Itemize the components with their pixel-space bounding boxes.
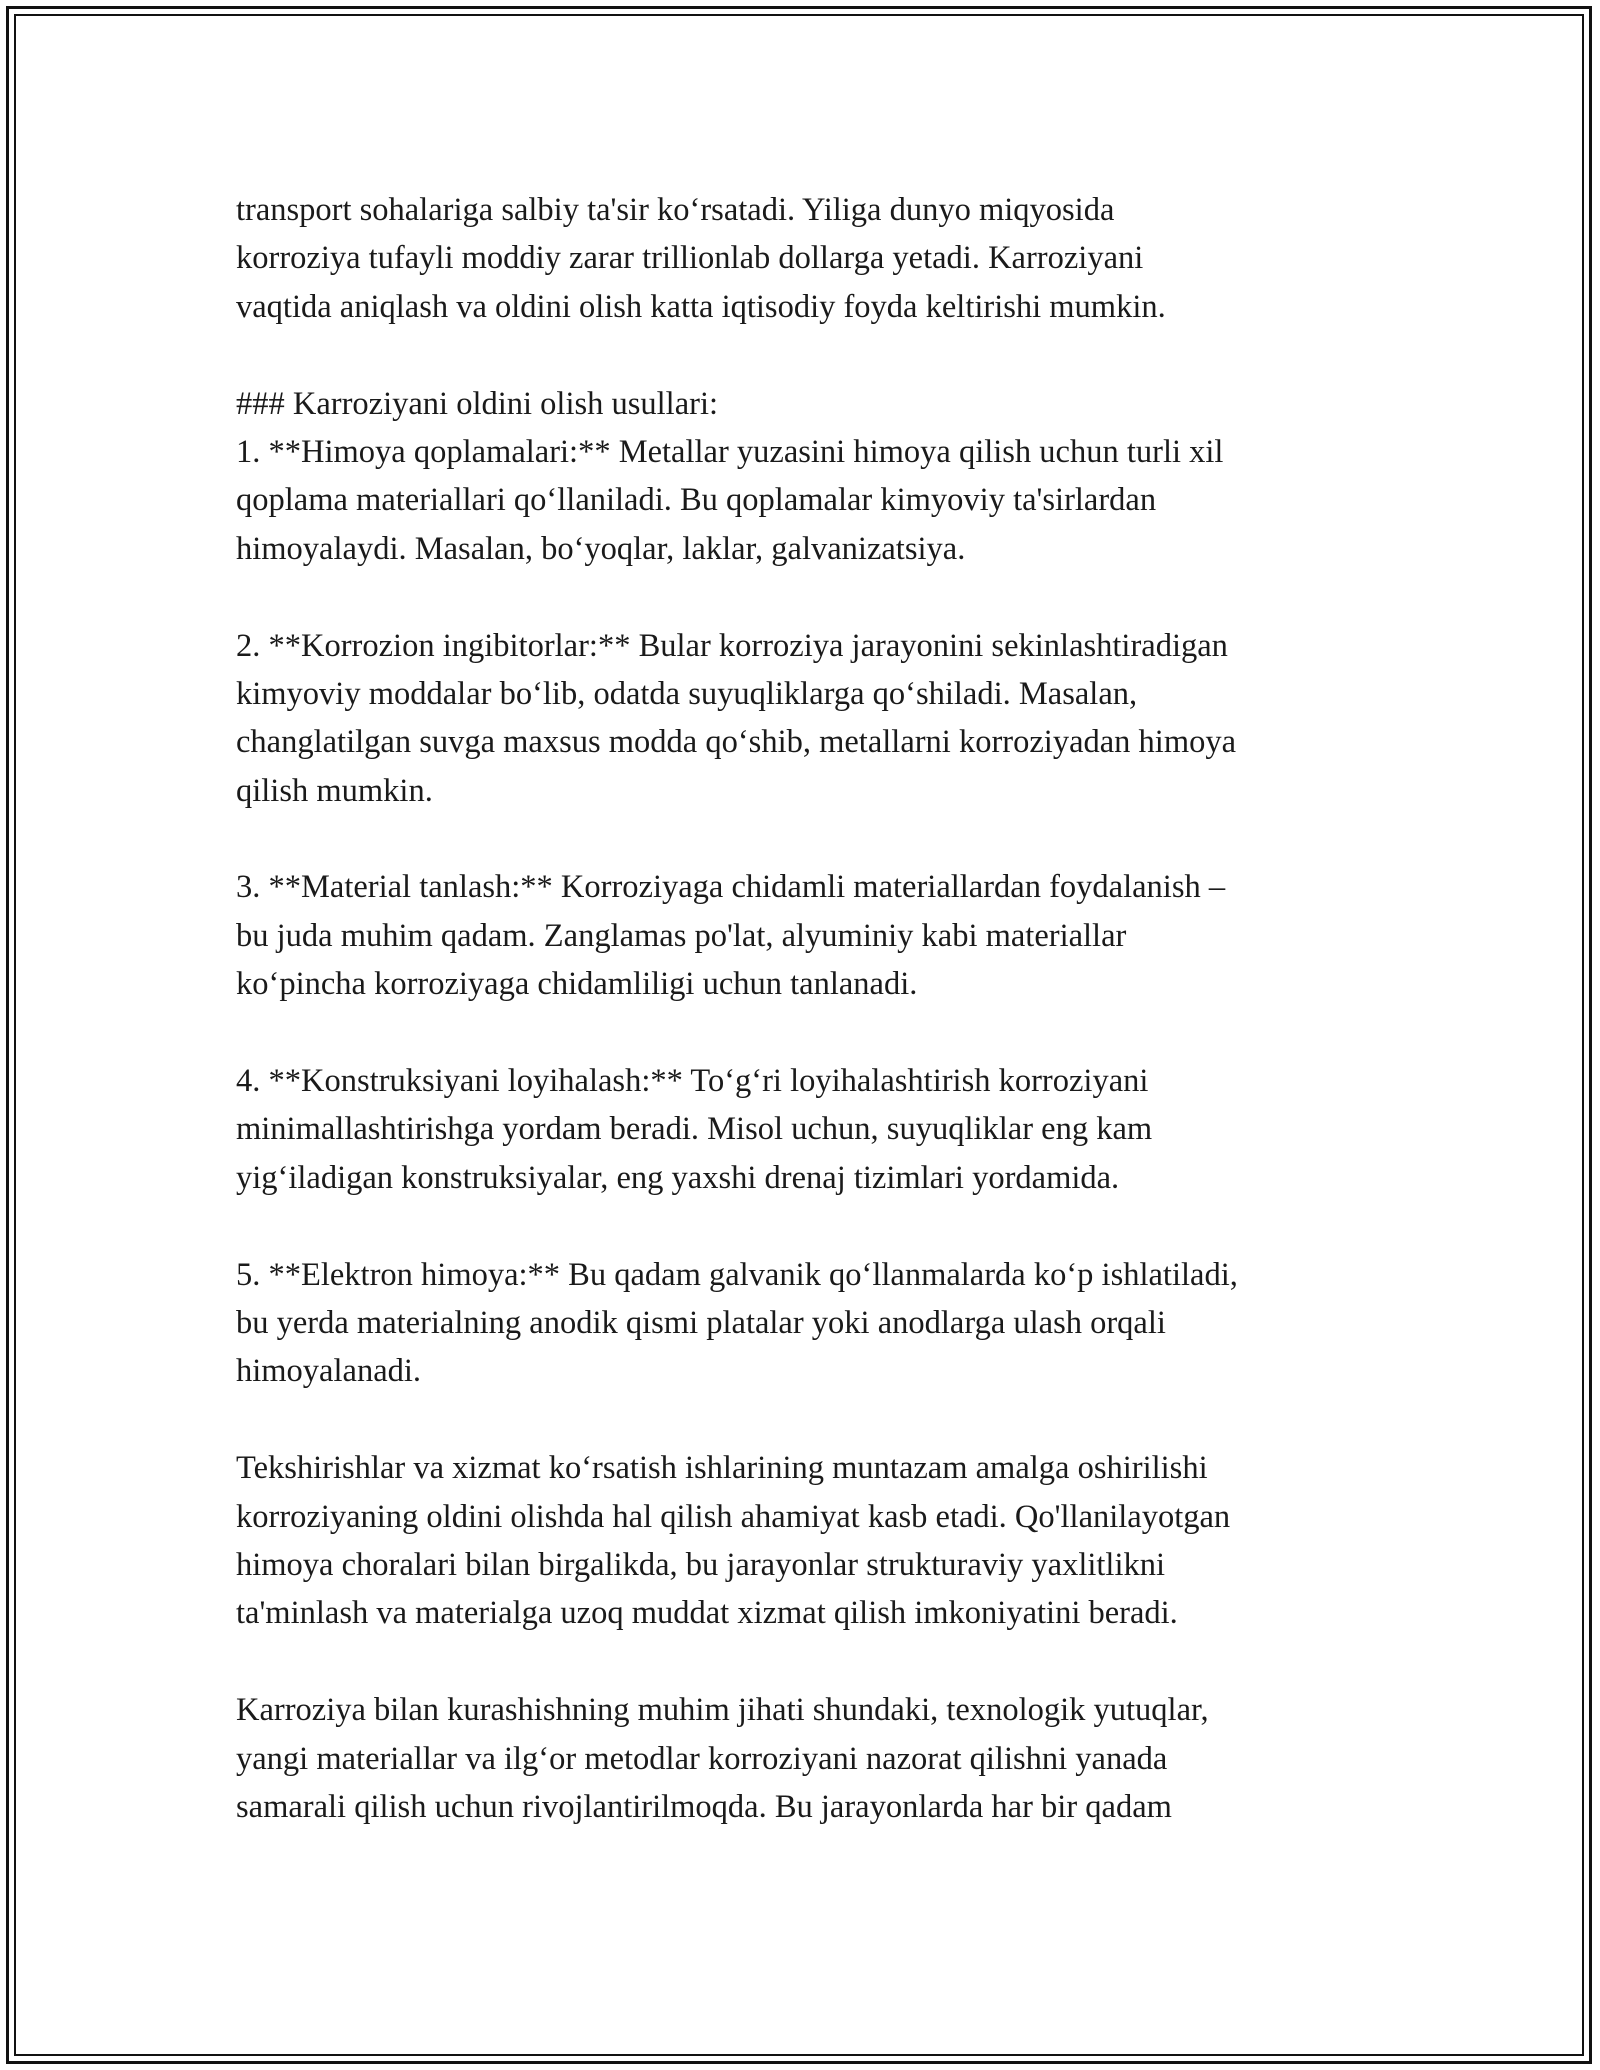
text-line: qilish mumkin. — [236, 772, 433, 809]
text-line: 3. **Material tanlash:** Korroziyaga chidamli materiallardan foydalanish – — [236, 869, 1226, 906]
closing-paragraph — [236, 1686, 1376, 1831]
text-line: transport sohalariga salbiy ta'sir ko‘rsatadi. Yiliga dunyo miqyosida — [236, 192, 1115, 228]
list-item-3 — [236, 863, 1376, 1008]
text-line: himoyalaydi. Masalan, bo‘yoqlar, laklar, galvanizatsiya. — [236, 530, 966, 567]
list-item-2 — [236, 622, 1376, 816]
text-line: ta'minlash va materialga uzoq muddat xizmat qilish imkoniyatini beradi. — [236, 1595, 1178, 1632]
inspection-paragraph — [236, 1444, 1376, 1638]
text-line: yig‘iladigan konstruksiyalar, eng yaxshi drenaj tizimlari yordamida. — [236, 1159, 1120, 1196]
text-line: bu yerda materialning anodik qismi platalar yoki anodlarga ulash orqali — [236, 1304, 1166, 1341]
section-heading — [236, 380, 1376, 428]
text-line: Karroziya bilan kurashishning muhim jihati shundaki, texnologik yutuqlar, — [236, 1692, 1209, 1729]
text-line: himoyalanadi. — [236, 1353, 422, 1390]
text-line: qoplama materiallari qo‘llaniladi. Bu qoplamalar kimyoviy ta'sirlardan — [236, 482, 1157, 519]
text-line: vaqtida aniqlash va oldini olish katta iqtisodiy foyda keltirishi mumkin. — [236, 288, 1166, 325]
list-item-1 — [236, 428, 1376, 573]
text-line: bu juda muhim qadam. Zanglamas po'lat, alyuminiy kabi materiallar — [236, 917, 1127, 954]
text-line: changlatilgan suvga maxsus modda qo‘shib, metallarni korroziyadan himoya — [236, 724, 1237, 761]
heading-line: ### Karroziyani oldini olish usullari: — [236, 385, 719, 422]
text-line: 2. **Korrozion ingibitorlar:** Bular korroziya jarayonini sekinlashtiradigan — [236, 627, 1228, 664]
list-item-5 — [236, 1251, 1376, 1396]
text-line: kimyoviy moddalar bo‘lib, odatda suyuqliklarga qo‘shiladi. Masalan, — [236, 675, 1138, 712]
intro-paragraph — [236, 186, 1376, 331]
list-item-4 — [236, 1057, 1376, 1202]
text-line: korroziya tufayli moddiy zarar trillionlab dollarga yetadi. Karroziyani — [236, 240, 1144, 277]
text-line: Tekshirishlar va xizmat ko‘rsatish ishlarining muntazam amalga oshirilishi — [236, 1450, 1208, 1487]
text-line: yangi materiallar va ilg‘or metodlar korroziyani nazorat qilishni yanada — [236, 1740, 1168, 1777]
text-line: 4. **Konstruksiyani loyihalash:** To‘g‘ri loyihalashtirish korroziyani — [236, 1063, 1149, 1100]
text-line: samarali qilish uchun rivojlantirilmoqda. Bu jarayonlarda har bir qadam — [236, 1788, 1172, 1825]
document-body — [236, 186, 1376, 1831]
text-line: 1. **Himoya qoplamalari:** Metallar yuzasini himoya qilish uchun turli xil — [236, 433, 1224, 470]
text-line: minimallashtirishga yordam beradi. Misol uchun, suyuqliklar eng kam — [236, 1111, 1153, 1148]
text-line: korroziyaning oldini olishda hal qilish ahamiyat kasb etadi. Qo'llanilayotgan — [236, 1498, 1231, 1535]
text-line: ko‘pincha korroziyaga chidamliligi uchun tanlanadi. — [236, 966, 918, 1003]
text-line: 5. **Elektron himoya:** Bu qadam galvanik qo‘llanmalarda ko‘p ishlatiladi, — [236, 1256, 1238, 1293]
text-line: himoya choralari bilan birgalikda, bu jarayonlar strukturaviy yaxlitlikni — [236, 1546, 1166, 1583]
